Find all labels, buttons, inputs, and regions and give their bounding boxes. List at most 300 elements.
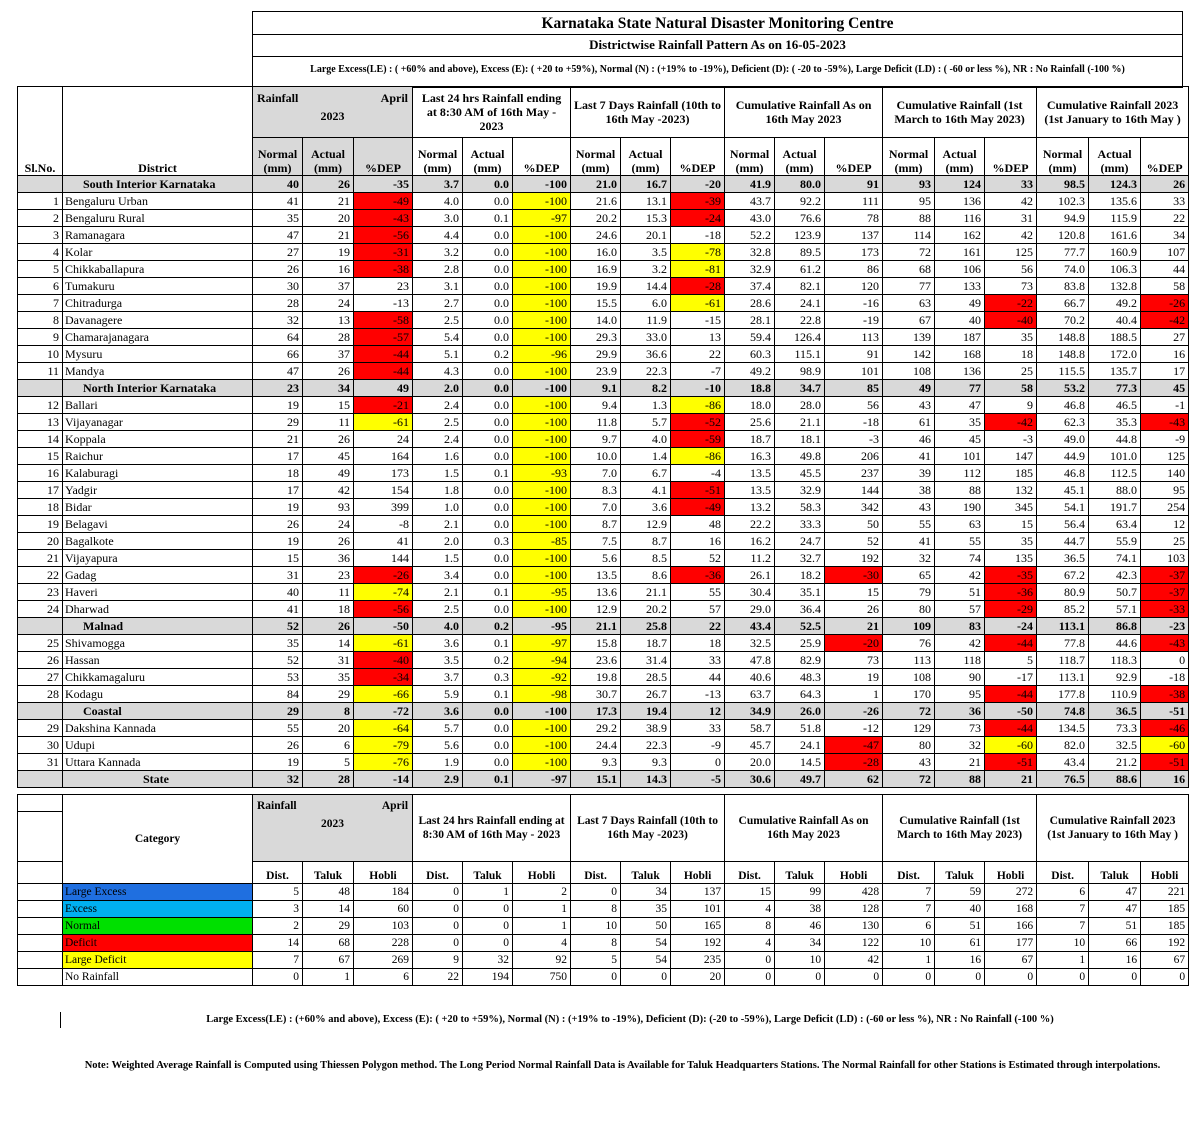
rainfall-cell: 32.9 <box>725 261 775 278</box>
count-cell: 0 <box>463 901 513 918</box>
rainfall-cell: 42 <box>985 227 1037 244</box>
rainfall-cell: 11 <box>303 584 354 601</box>
rainfall-cell: 124 <box>935 176 985 193</box>
rainfall-cell: -100 <box>513 516 571 533</box>
count-cell: 0 <box>775 969 825 986</box>
rainfall-cell: -97 <box>513 210 571 227</box>
rainfall-cell: 129 <box>883 720 935 737</box>
count-cell: 750 <box>513 969 571 986</box>
category-row <box>18 952 1189 969</box>
rainfall-cell: 32 <box>935 737 985 754</box>
rainfall-cell: 29.9 <box>571 346 621 363</box>
rainfall-cell: -74 <box>354 584 413 601</box>
rainfall-cell: -60 <box>985 737 1037 754</box>
rainfall-cell: 44.9 <box>1037 448 1089 465</box>
rainfall-cell: 88 <box>935 771 985 788</box>
count-cell: 177 <box>985 935 1037 952</box>
rainfall-cell: 46.5 <box>1089 397 1141 414</box>
rainfall-cell: 22.8 <box>775 312 825 329</box>
rainfall-cell: 0.0 <box>463 278 513 295</box>
rainfall-cell: 0.0 <box>463 567 513 584</box>
rainfall-cell: 0.1 <box>463 771 513 788</box>
rainfall-cell: 28.5 <box>621 669 671 686</box>
rainfall-cell: 101.0 <box>1089 448 1141 465</box>
rainfall-cell: -61 <box>354 414 413 431</box>
rainfall-cell: 86 <box>825 261 883 278</box>
rainfall-cell: -100 <box>513 601 571 618</box>
rainfall-cell: -61 <box>671 295 725 312</box>
count-cell: 2 <box>513 884 571 901</box>
rainfall-cell: 113 <box>883 652 935 669</box>
rainfall-cell: 32 <box>253 312 303 329</box>
cat-col-dist: Dist. <box>883 862 935 884</box>
rainfall-cell: 25.9 <box>775 635 825 652</box>
count-cell: 0 <box>935 969 985 986</box>
col-actual: Actual (mm) <box>621 138 671 176</box>
rainfall-cell: 0.0 <box>463 754 513 771</box>
sl-no <box>18 176 63 193</box>
district-row <box>18 584 1189 601</box>
district-row <box>18 397 1189 414</box>
rainfall-cell: 82.9 <box>775 652 825 669</box>
rainfall-cell: 32.5 <box>1089 737 1141 754</box>
rainfall-cell: 35 <box>253 635 303 652</box>
rainfall-cell: 3.6 <box>413 635 463 652</box>
rainfall-cell: 0.3 <box>463 669 513 686</box>
rainfall-cell: 109 <box>883 618 935 635</box>
rainfall-cell: 4.0 <box>621 431 671 448</box>
rainfall-cell: 110.9 <box>1089 686 1141 703</box>
rainfall-cell: 53 <box>253 669 303 686</box>
rainfall-cell: 1.9 <box>413 754 463 771</box>
district-name: Hassan <box>63 652 253 669</box>
rainfall-cell: 49 <box>935 295 985 312</box>
sl-no: 29 <box>18 720 63 737</box>
rainfall-cell: 44.7 <box>1037 533 1089 550</box>
rainfall-cell: 20.2 <box>571 210 621 227</box>
rainfall-cell: 41.9 <box>725 176 775 193</box>
region-name: North Interior Karnataka <box>63 380 253 397</box>
district-row <box>18 669 1189 686</box>
rainfall-cell: -30 <box>825 567 883 584</box>
cat-col-hobli: Hobli <box>354 862 413 884</box>
rainfall-cell: 123.9 <box>775 227 825 244</box>
rainfall-cell: 15 <box>985 516 1037 533</box>
category-row <box>18 935 1189 952</box>
rainfall-cell: 19 <box>253 397 303 414</box>
rainfall-cell: 23 <box>303 567 354 584</box>
rainfall-cell: 24.1 <box>775 737 825 754</box>
rainfall-cell: -95 <box>513 618 571 635</box>
col-group-april <box>253 87 413 138</box>
rainfall-cell: 26 <box>303 363 354 380</box>
rainfall-cell: 73.3 <box>1089 720 1141 737</box>
rainfall-cell: 0.0 <box>463 703 513 720</box>
rainfall-cell: 16.7 <box>621 176 671 193</box>
rainfall-cell: 74.1 <box>1089 550 1141 567</box>
rainfall-cell: 35.1 <box>775 584 825 601</box>
region-row <box>18 618 1189 635</box>
rainfall-cell: 57.1 <box>1089 601 1141 618</box>
district-row <box>18 261 1189 278</box>
rainfall-cell: -47 <box>825 737 883 754</box>
rainfall-cell: 83 <box>935 618 985 635</box>
sl-no: 17 <box>18 482 63 499</box>
rainfall-cell: 13.5 <box>725 482 775 499</box>
count-cell: 50 <box>621 918 671 935</box>
rainfall-cell: 16 <box>303 261 354 278</box>
rainfall-cell: 2.1 <box>413 516 463 533</box>
rainfall-cell: -100 <box>513 397 571 414</box>
rainfall-cell: 46.8 <box>1037 397 1089 414</box>
rainfall-cell: 6 <box>303 737 354 754</box>
rainfall-cell: 38.9 <box>621 720 671 737</box>
sl-no: 14 <box>18 431 63 448</box>
rainfall-cell: 139 <box>883 329 935 346</box>
count-cell: 8 <box>725 918 775 935</box>
rainfall-cell: 17 <box>253 448 303 465</box>
rainfall-cell: 206 <box>825 448 883 465</box>
rainfall-cell: 142 <box>883 346 935 363</box>
rainfall-cell: 0.0 <box>463 499 513 516</box>
rainfall-cell: -40 <box>354 652 413 669</box>
rainfall-cell: -8 <box>354 516 413 533</box>
rainfall-cell: 7.5 <box>571 533 621 550</box>
rainfall-cell: 188.5 <box>1089 329 1141 346</box>
sl-no <box>18 618 63 635</box>
rainfall-cell: 21.1 <box>621 584 671 601</box>
rainfall-cell: 111 <box>825 193 883 210</box>
count-cell: 1 <box>303 969 354 986</box>
rainfall-cell: 13.2 <box>725 499 775 516</box>
count-cell: 20 <box>671 969 725 986</box>
rainfall-cell: 80.0 <box>775 176 825 193</box>
rainfall-cell: 14 <box>303 635 354 652</box>
rainfall-cell: 6.7 <box>621 465 671 482</box>
rainfall-cell: 107 <box>1141 244 1189 261</box>
rainfall-cell: 40.6 <box>725 669 775 686</box>
rainfall-cell: 2.4 <box>413 431 463 448</box>
cat-col-hobli: Hobli <box>825 862 883 884</box>
rainfall-cell: 42 <box>303 482 354 499</box>
district-row <box>18 720 1189 737</box>
rainfall-cell: 101 <box>825 363 883 380</box>
rainfall-cell: 18 <box>671 635 725 652</box>
rainfall-cell: 19 <box>253 533 303 550</box>
rainfall-cell: 16.3 <box>725 448 775 465</box>
rainfall-cell: 23.6 <box>571 652 621 669</box>
rainfall-cell: 3.4 <box>413 567 463 584</box>
rainfall-cell: 1.5 <box>413 550 463 567</box>
rainfall-cell: 36 <box>303 550 354 567</box>
rainfall-cell: -9 <box>1141 431 1189 448</box>
district-row <box>18 533 1189 550</box>
rainfall-cell: -12 <box>825 720 883 737</box>
rainfall-cell: 8.7 <box>571 516 621 533</box>
region-name: Coastal <box>63 703 253 720</box>
rainfall-cell: 21.0 <box>571 176 621 193</box>
category-legend: Large Excess(LE) : ( +60% and above), Excess (E): ( +20 to +59%), Normal (N) : (+19% to -19%), Deficient (D): ( -20 to -59%), Large Deficit (LD) : ( -60 or less %), NR : No Rainfall (-100 %) <box>310 64 1125 75</box>
rainfall-cell: 148.8 <box>1037 346 1089 363</box>
rainfall-cell: 36.4 <box>775 601 825 618</box>
rainfall-cell: -26 <box>354 567 413 584</box>
rainfall-cell: 136 <box>935 193 985 210</box>
rainfall-cell: 3.7 <box>413 669 463 686</box>
rainfall-cell: -36 <box>985 584 1037 601</box>
col-actual: Actual (mm) <box>463 138 513 176</box>
rainfall-cell: 25 <box>985 363 1037 380</box>
rainfall-cell: 33.0 <box>621 329 671 346</box>
rainfall-cell: -43 <box>354 210 413 227</box>
rainfall-cell: 31 <box>303 652 354 669</box>
col-normal: Normal (mm) <box>725 138 775 176</box>
district-row <box>18 737 1189 754</box>
rainfall-cell: 80.9 <box>1037 584 1089 601</box>
count-cell: 0 <box>413 884 463 901</box>
count-cell: 166 <box>985 918 1037 935</box>
rainfall-cell: 73 <box>985 278 1037 295</box>
rainfall-cell: 76 <box>883 635 935 652</box>
rainfall-cell: 63.7 <box>725 686 775 703</box>
rainfall-cell: 46 <box>883 431 935 448</box>
rainfall-cell: 26.0 <box>775 703 825 720</box>
rainfall-cell: 0.0 <box>463 329 513 346</box>
rainfall-cell: 77.7 <box>1037 244 1089 261</box>
count-cell: 0 <box>463 918 513 935</box>
rainfall-cell: 13 <box>303 312 354 329</box>
rainfall-cell: 40.4 <box>1089 312 1141 329</box>
rainfall-cell: 162 <box>935 227 985 244</box>
district-row <box>18 363 1189 380</box>
rainfall-cell: 32.8 <box>725 244 775 261</box>
rainfall-cell: 1.0 <box>413 499 463 516</box>
rainfall-cell: 35 <box>985 329 1037 346</box>
rainfall-cell: 78 <box>825 210 883 227</box>
rainfall-cell: 15.8 <box>571 635 621 652</box>
rainfall-cell: 102.3 <box>1037 193 1089 210</box>
rainfall-cell: -35 <box>985 567 1037 584</box>
rainfall-cell: 58 <box>1141 278 1189 295</box>
region-row <box>18 771 1189 788</box>
count-cell: 0 <box>463 935 513 952</box>
rainfall-cell: 34 <box>1141 227 1189 244</box>
sl-no: 2 <box>18 210 63 227</box>
rainfall-cell: 144 <box>354 550 413 567</box>
rainfall-cell: 76.6 <box>775 210 825 227</box>
rainfall-cell: 80 <box>883 601 935 618</box>
district-name: Ballari <box>63 397 253 414</box>
rainfall-cell: 6.0 <box>621 295 671 312</box>
rainfall-cell: 160.9 <box>1089 244 1141 261</box>
col-dep: %DEP <box>985 138 1037 176</box>
rainfall-cell: -51 <box>1141 703 1189 720</box>
rainfall-cell: 18.2 <box>775 567 825 584</box>
cat-col-taluk: Taluk <box>621 862 671 884</box>
rainfall-cell: 93 <box>303 499 354 516</box>
rainfall-cell: 55 <box>935 533 985 550</box>
rainfall-cell: 36 <box>935 703 985 720</box>
rainfall-cell: 0.0 <box>463 414 513 431</box>
col-normal: Normal (mm) <box>571 138 621 176</box>
count-cell: 1 <box>1037 952 1089 969</box>
rainfall-cell: 0.0 <box>463 244 513 261</box>
rainfall-cell: 125 <box>1141 448 1189 465</box>
rainfall-cell: -100 <box>513 329 571 346</box>
rainfall-cell: 135.6 <box>1089 193 1141 210</box>
rainfall-cell: 40 <box>253 176 303 193</box>
rainfall-cell: 33 <box>671 720 725 737</box>
rainfall-cell: 68 <box>883 261 935 278</box>
rainfall-cell: 49.8 <box>775 448 825 465</box>
rainfall-cell: 0.2 <box>463 618 513 635</box>
rainfall-cell: 19.8 <box>571 669 621 686</box>
rainfall-cell: 88 <box>935 482 985 499</box>
sl-no: 28 <box>18 686 63 703</box>
rainfall-cell: 43 <box>883 397 935 414</box>
count-cell: 22 <box>413 969 463 986</box>
rainfall-cell: 52 <box>253 618 303 635</box>
rainfall-cell: 20 <box>303 210 354 227</box>
count-cell: 0 <box>725 969 775 986</box>
rainfall-cell: -81 <box>671 261 725 278</box>
category-label: No Rainfall <box>63 969 253 986</box>
rainfall-cell: 15 <box>303 397 354 414</box>
rainfall-cell: -100 <box>513 278 571 295</box>
district-row <box>18 312 1189 329</box>
rainfall-cell: -51 <box>1141 754 1189 771</box>
district-name: Chitradurga <box>63 295 253 312</box>
district-row <box>18 346 1189 363</box>
rainfall-cell: 254 <box>1141 499 1189 516</box>
col-district: District <box>63 87 253 176</box>
cat-col-dist: Dist. <box>725 862 775 884</box>
rainfall-cell: 12.9 <box>571 601 621 618</box>
rainfall-cell: -38 <box>1141 686 1189 703</box>
rainfall-cell: 0.0 <box>463 193 513 210</box>
count-cell: 42 <box>825 952 883 969</box>
rainfall-cell: 115.1 <box>775 346 825 363</box>
col-dep: %DEP <box>354 138 413 176</box>
rainfall-cell: 29 <box>253 703 303 720</box>
district-name: Yadgir <box>63 482 253 499</box>
rainfall-cell: 1 <box>825 686 883 703</box>
count-cell: 235 <box>671 952 725 969</box>
count-cell: 16 <box>935 952 985 969</box>
rainfall-cell: -18 <box>825 414 883 431</box>
rainfall-cell: 88 <box>883 210 935 227</box>
rainfall-cell: -28 <box>825 754 883 771</box>
rainfall-cell: 172.0 <box>1089 346 1141 363</box>
rainfall-cell: 37.4 <box>725 278 775 295</box>
col-dep: %DEP <box>825 138 883 176</box>
cat-col-group-24hrs: Last 24 hrs Rainfall ending at 8:30 AM of 16th May - 2023 <box>413 795 571 862</box>
count-cell: 128 <box>825 901 883 918</box>
rainfall-cell: 49 <box>883 380 935 397</box>
sl-no <box>18 771 63 788</box>
rainfall-cell: 44 <box>671 669 725 686</box>
count-cell: 66 <box>1089 935 1141 952</box>
rainfall-cell: 1.8 <box>413 482 463 499</box>
rainfall-cell: 24.6 <box>571 227 621 244</box>
district-name: Chamarajanagara <box>63 329 253 346</box>
rainfall-cell: 13 <box>671 329 725 346</box>
rainfall-cell: 83.8 <box>1037 278 1089 295</box>
district-row <box>18 227 1189 244</box>
district-row <box>18 193 1189 210</box>
rainfall-cell: 64.3 <box>775 686 825 703</box>
count-cell: 7 <box>883 901 935 918</box>
count-cell: 0 <box>883 969 935 986</box>
rainfall-cell: 45 <box>303 448 354 465</box>
rainfall-cell: 0.2 <box>463 346 513 363</box>
rainfall-cell: 62.3 <box>1037 414 1089 431</box>
district-row <box>18 465 1189 482</box>
rainfall-cell: 73 <box>825 652 883 669</box>
district-name: Chikkamagaluru <box>63 669 253 686</box>
rainfall-cell: 52 <box>671 550 725 567</box>
april-year-label: 2023 <box>320 109 345 123</box>
rainfall-cell: 52 <box>825 533 883 550</box>
rainfall-cell: -18 <box>671 227 725 244</box>
region-row <box>18 703 1189 720</box>
rainfall-cell: 67.2 <box>1037 567 1089 584</box>
rainfall-cell: 79 <box>883 584 935 601</box>
count-cell: 0 <box>253 969 303 986</box>
rainfall-cell: 20.0 <box>725 754 775 771</box>
rainfall-cell: 21.1 <box>775 414 825 431</box>
count-cell: 0 <box>571 884 621 901</box>
cat-col-dist: Dist. <box>253 862 303 884</box>
rainfall-cell: 11 <box>303 414 354 431</box>
count-cell: 0 <box>413 901 463 918</box>
rainfall-cell: -76 <box>354 754 413 771</box>
count-cell: 32 <box>463 952 513 969</box>
rainfall-cell: -100 <box>513 720 571 737</box>
rainfall-cell: 44 <box>1141 261 1189 278</box>
rainfall-cell: 118.7 <box>1037 652 1089 669</box>
rainfall-cell: 135.7 <box>1089 363 1141 380</box>
rainfall-cell: 16 <box>1141 346 1189 363</box>
category-label: Excess <box>63 901 253 918</box>
sl-no: 11 <box>18 363 63 380</box>
rainfall-cell: 113 <box>825 329 883 346</box>
count-cell: 194 <box>463 969 513 986</box>
rainfall-cell: 20.1 <box>621 227 671 244</box>
rainfall-cell: 43.0 <box>725 210 775 227</box>
rainfall-cell: -35 <box>354 176 413 193</box>
rainfall-cell: -28 <box>671 278 725 295</box>
rainfall-cell: 93 <box>883 176 935 193</box>
rainfall-cell: 31.4 <box>621 652 671 669</box>
col-normal: Normal (mm) <box>413 138 463 176</box>
rainfall-cell: 22.3 <box>621 737 671 754</box>
rainfall-cell: 63 <box>935 516 985 533</box>
rainfall-cell: 30.7 <box>571 686 621 703</box>
count-cell: 14 <box>253 935 303 952</box>
district-row <box>18 210 1189 227</box>
rainfall-cell: 48 <box>671 516 725 533</box>
rainfall-cell: 25.6 <box>725 414 775 431</box>
rainfall-cell: 13.5 <box>725 465 775 482</box>
rainfall-cell: 20.2 <box>621 601 671 618</box>
rainfall-cell: -44 <box>354 346 413 363</box>
count-cell: 5 <box>571 952 621 969</box>
rainfall-cell: 0.1 <box>463 584 513 601</box>
rainfall-cell: 26 <box>253 737 303 754</box>
district-name: Kolar <box>63 244 253 261</box>
rainfall-cell: 28 <box>253 295 303 312</box>
rainfall-cell: 3.5 <box>621 244 671 261</box>
